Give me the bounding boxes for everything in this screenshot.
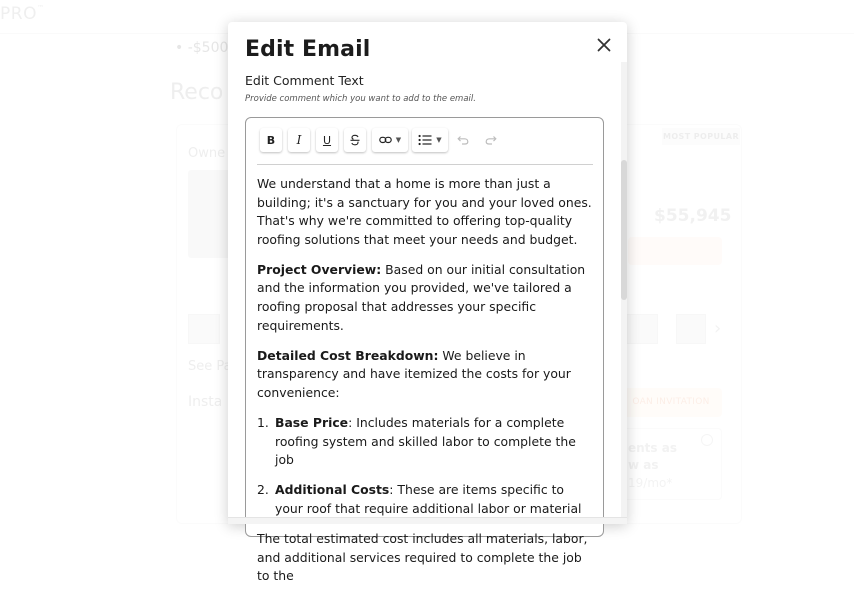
bulleted-list-icon bbox=[418, 134, 432, 146]
list-item-label: Base Price bbox=[275, 415, 349, 431]
edit-email-modal bbox=[228, 22, 627, 584]
chevron-down-icon: ▼ bbox=[395, 136, 402, 144]
list-item-body: : Includes materials for a complete roofing system and skilled labor to complete the job bbox=[275, 415, 576, 468]
list-button[interactable] bbox=[412, 128, 448, 152]
editor-content[interactable] bbox=[257, 175, 595, 597]
bold-button[interactable]: B bbox=[260, 128, 282, 152]
list-item-label: Additional Costs bbox=[275, 482, 390, 498]
modal-title: Edit Email bbox=[245, 37, 371, 62]
close-icon[interactable] bbox=[595, 36, 613, 54]
rich-text-editor[interactable] bbox=[245, 117, 604, 584]
overview-label: Project Overview: bbox=[257, 261, 382, 277]
total-paragraph: The total estimated cost includes all materials, labor, and additional services required to complete the job to the bbox=[257, 531, 588, 584]
breakdown-paragraph bbox=[257, 347, 595, 403]
list-item-text bbox=[275, 481, 595, 518]
editor-toolbar bbox=[257, 128, 593, 165]
breakdown-text: We believe in transparency and have itemized the costs for your convenience: bbox=[257, 347, 571, 400]
undo-button[interactable] bbox=[452, 128, 474, 152]
list-number: 2. bbox=[257, 482, 269, 498]
overview-text: Based on our initial consultation and the information you provided, we've tailored a roofing proposal that addresses your specific requirements. bbox=[257, 261, 586, 333]
modal-footer bbox=[228, 517, 627, 524]
overview-paragraph bbox=[257, 261, 595, 335]
field-hint: Provide comment which you want to add to the email. bbox=[245, 94, 476, 104]
redo-button[interactable] bbox=[480, 128, 502, 152]
link-icon bbox=[379, 135, 392, 145]
italic-button[interactable]: I bbox=[288, 128, 310, 152]
list-item-text bbox=[275, 414, 595, 470]
undo-icon bbox=[457, 135, 469, 145]
redo-icon bbox=[485, 135, 497, 145]
underline-button[interactable]: U bbox=[316, 128, 338, 152]
scrollbar-thumb[interactable] bbox=[621, 160, 627, 300]
link-button[interactable] bbox=[372, 128, 408, 152]
strikethrough-icon bbox=[349, 134, 361, 146]
field-label: Edit Comment Text bbox=[245, 73, 364, 88]
list-item bbox=[257, 414, 595, 470]
chevron-down-icon: ▼ bbox=[436, 136, 442, 144]
intro-paragraph: We understand that a home is more than just a building; it's a sanctuary for you and your loved ones. That's why we're committed to offering top-quality roofing solutions that meet your needs and budget. bbox=[257, 176, 592, 247]
list-number: 1. bbox=[257, 415, 269, 431]
list-item bbox=[257, 481, 595, 518]
list-item-body: : These are items specific to your roof that require additional labor or material bbox=[275, 482, 582, 516]
strikethrough-button[interactable] bbox=[344, 128, 366, 152]
breakdown-label: Detailed Cost Breakdown: bbox=[257, 347, 439, 363]
